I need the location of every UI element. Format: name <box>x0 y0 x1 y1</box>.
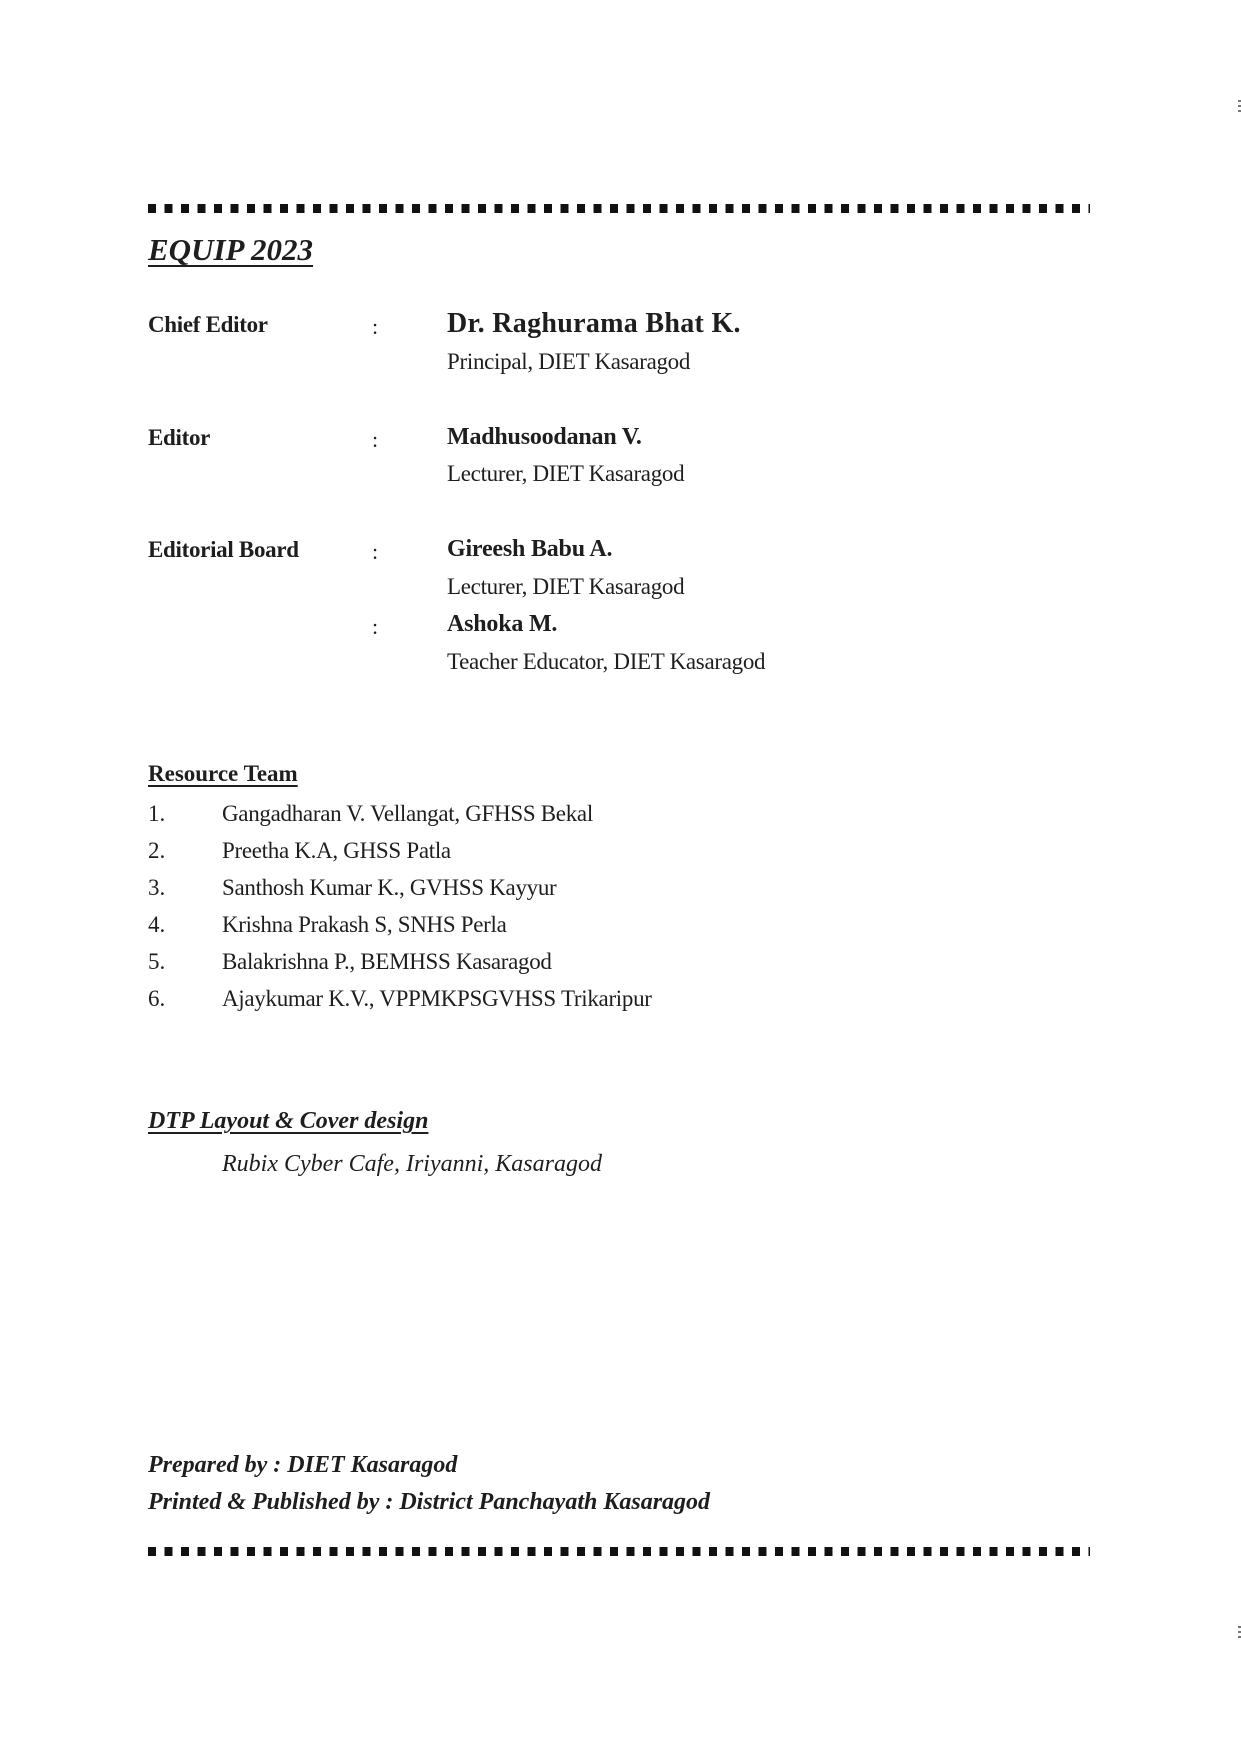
list-item-number: 6. <box>148 986 166 1011</box>
credit-designation-board-member: Lecturer, DIET Kasaragod <box>447 574 685 599</box>
list-item: Krishna Prakash S, SNHS Perla <box>222 912 507 937</box>
list-item: Balakrishna P., BEMHSS Kasaragod <box>222 949 552 974</box>
list-item-number: 3. <box>148 875 166 900</box>
credit-role-chief-editor: Chief Editor <box>148 312 268 337</box>
list-item-number: 2. <box>148 838 166 863</box>
dtp-heading: DTP Layout & Cover design <box>148 1108 429 1134</box>
credit-designation-board-member: Teacher Educator, DIET Kasaragod <box>447 649 766 674</box>
top-dotted-rule <box>148 204 1090 213</box>
credit-separator: : <box>372 427 379 452</box>
credit-name-board-member: Gireesh Babu A. <box>447 536 613 562</box>
credit-name-chief-editor: Dr. Raghurama Bhat K. <box>447 308 741 339</box>
credit-name-board-member: Ashoka M. <box>447 611 558 637</box>
credit-name-editor: Madhusoodanan V. <box>447 424 642 450</box>
credit-role-editorial-board: Editorial Board <box>148 537 299 562</box>
resource-team-heading: Resource Team <box>148 761 298 786</box>
list-item-number: 5. <box>148 949 166 974</box>
credit-designation-editor: Lecturer, DIET Kasaragod <box>447 461 685 486</box>
credit-separator: : <box>372 614 379 639</box>
document-title: EQUIP 2023 <box>148 232 314 267</box>
credit-designation-chief-editor: Principal, DIET Kasaragod <box>447 349 691 374</box>
credit-separator: : <box>372 539 379 564</box>
prepared-by: Prepared by : DIET Kasaragod <box>148 1452 458 1478</box>
credit-separator: : <box>372 314 379 339</box>
published-by: Printed & Published by : District Panchayath Kasaragod <box>148 1489 711 1515</box>
list-item: Ajaykumar K.V., VPPMKPSGVHSS Trikaripur <box>222 986 652 1011</box>
dtp-credit: Rubix Cyber Cafe, Iriyanni, Kasaragod <box>222 1151 602 1177</box>
list-item: Gangadharan V. Vellangat, GFHSS Bekal <box>222 801 593 826</box>
list-item-number: 4. <box>148 912 166 937</box>
list-item: Preetha K.A, GHSS Patla <box>222 838 451 863</box>
list-item: Santhosh Kumar K., GVHSS Kayyur <box>222 875 557 900</box>
credit-role-editor: Editor <box>148 425 211 450</box>
list-item-number: 1. <box>148 801 166 826</box>
bottom-dotted-rule <box>148 1547 1090 1556</box>
